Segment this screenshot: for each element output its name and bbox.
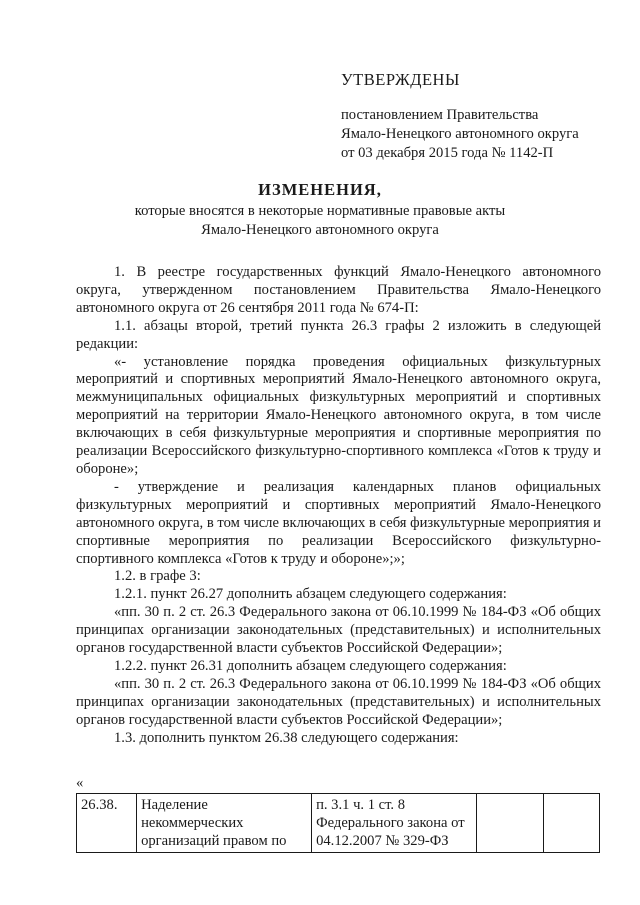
document-heading <box>0 180 640 240</box>
paragraph-1-1: 1.1. абзацы второй, третий пункта 26.3 графы 2 изложить в следующей редакции: <box>76 317 601 352</box>
function-name: Наделение некоммерческих организаций правом по <box>137 794 312 853</box>
empty-cell <box>476 794 543 853</box>
approval-line: постановлением Правительства <box>341 107 539 123</box>
paragraph-1-2-1: 1.2.1. пункт 26.27 дополнить абзацем следующего содержания: <box>114 586 507 603</box>
paragraph-1: 1. В реестре государственных функций Ямало-Ненецкого автономного округа, утвержденном постановлением Правительства Ямало-Ненецкого автономного округа от 26 сентября 2011 года № 674-П: <box>76 264 601 316</box>
opening-quote: « <box>76 775 84 791</box>
paragraph-1-2-2: 1.2.2. пункт 26.31 дополнить абзацем следующего содержания: <box>114 657 507 674</box>
subtitle-line: Ямало-Ненецкого автономного округа <box>201 222 439 238</box>
quoted-citation-1: «пп. 30 п. 2 ст. 26.3 Федерального закона от 06.10.1999 № 184-ФЗ «Об общих принципах организации законодательных (представительных) и исполнительных органов государственной власти субъектов Российской Федерации»; <box>76 604 601 657</box>
quoted-paragraph-1: «- установление порядка проведения официальных физкультурных мероприятий и спортивных мероприятий Ямало-Ненецкого автономного округа, межмуниципальных официальных физкультурных мероприятий и спортивных мероприятий на территории Ямало-Ненецкого автономного округа, в том числе включающих в себя физкультурные мероприятия и спортивные мероприятия по реализации Всероссийского физкультурно-спортивного комплекса «Готов к труду и обороне»; <box>76 353 601 477</box>
approval-block <box>341 70 631 163</box>
legal-basis: п. 3.1 ч. 1 ст. 8 Федерального закона от 04.12.2007 № 329-ФЗ <box>312 794 477 853</box>
quoted-citation-2: «пп. 30 п. 2 ст. 26.3 Федерального закона от 06.10.1999 № 184-ФЗ «Об общих принципах организации законодательных (представительных) и исполнительных органов государственной власти субъектов Российской Федерации»; <box>76 675 601 728</box>
registry-table <box>76 793 600 853</box>
table-row <box>77 794 600 853</box>
document-body <box>76 264 601 747</box>
approval-details <box>341 106 631 163</box>
approval-line: от 03 декабря 2015 года № 1142-П <box>341 145 554 161</box>
approval-line: Ямало-Ненецкого автономного округа <box>341 126 579 142</box>
empty-cell <box>544 794 600 853</box>
document-title: ИЗМЕНЕНИЯ, <box>258 180 382 199</box>
approval-title: УТВЕРЖДЕНЫ <box>341 70 460 89</box>
paragraph-1-3: 1.3. дополнить пунктом 26.38 следующего содержания: <box>114 729 459 746</box>
subtitle-line: которые вносятся в некоторые нормативные правовые акты <box>134 203 506 219</box>
document-subtitle <box>0 202 640 240</box>
row-number: 26.38. <box>77 794 137 853</box>
paragraph-1-2: 1.2. в графе 3: <box>114 568 201 585</box>
quoted-paragraph-2: - утверждение и реализация календарных планов официальных физкультурных мероприятий и спортивных мероприятий Ямало-Ненецкого автономного округа, в том числе включающих в себя физкультурные мероприятия и спортивные мероприятия по реализации Всероссийского физкультурно-спортивного комплекса «Готов к труду и обороне»;»; <box>76 478 601 567</box>
